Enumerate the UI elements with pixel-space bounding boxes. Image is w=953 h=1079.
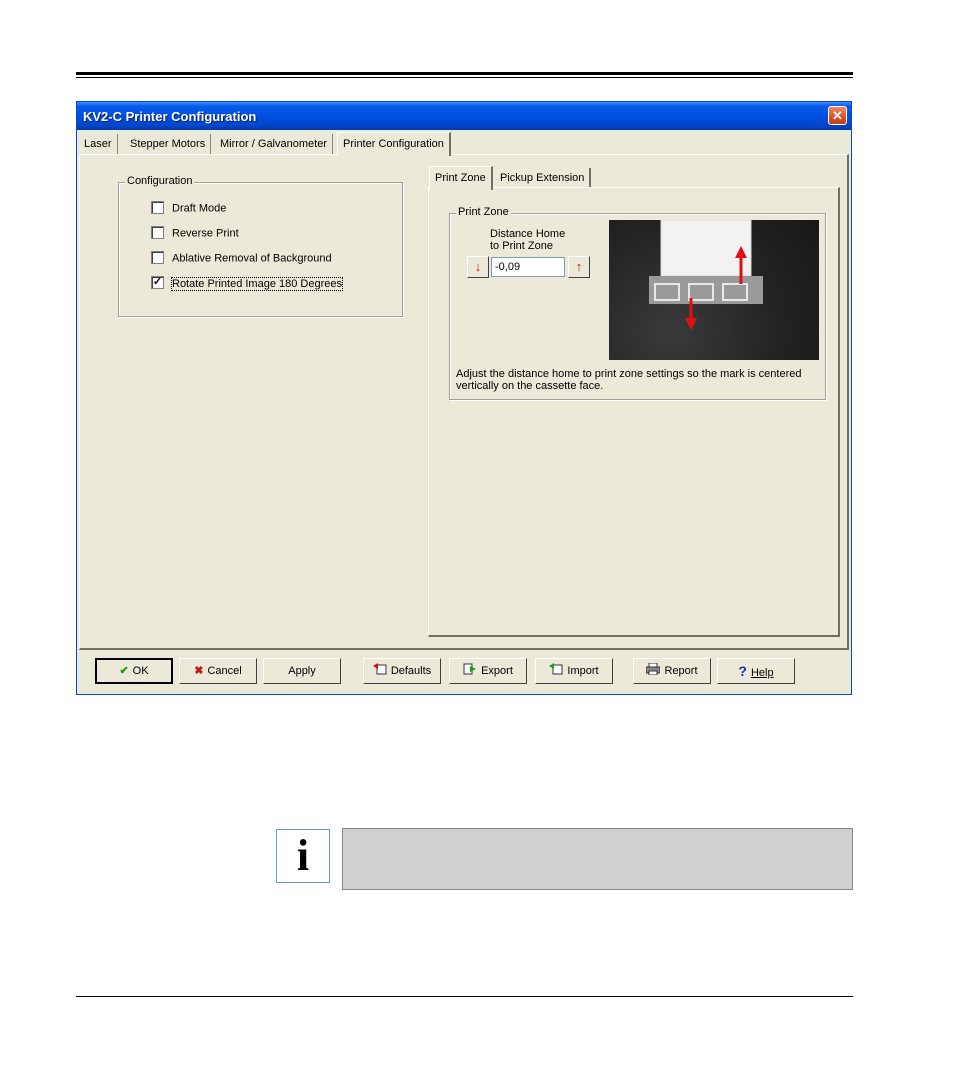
- checkbox-box[interactable]: [151, 201, 164, 214]
- help-text-line1: Adjust the distance home to print zone settings so the mark is centered: [456, 368, 802, 380]
- checkbox-label: Rotate Printed Image 180 Degrees: [172, 277, 342, 290]
- print-zone-legend: Print Zone: [458, 206, 509, 218]
- tab-pickup-extension[interactable]: Pickup Extension: [495, 168, 591, 188]
- cancel-label: Cancel: [207, 665, 242, 677]
- defaults-button[interactable]: [363, 658, 441, 684]
- export-icon: [463, 659, 477, 683]
- title-bar[interactable]: [77, 102, 851, 130]
- distance-input[interactable]: [491, 257, 565, 277]
- decrease-distance-button[interactable]: [467, 256, 489, 278]
- tab-printer-configuration[interactable]: Printer Configuration: [337, 132, 451, 156]
- report-label: Report: [664, 665, 698, 677]
- window-title: KV2-C Printer Configuration: [83, 109, 257, 124]
- distance-label-line1: Distance Home: [490, 228, 566, 240]
- top-rule-thin: [76, 77, 853, 78]
- export-label: Export: [481, 665, 513, 677]
- checkbox-label: Draft Mode: [172, 202, 227, 215]
- increase-distance-button[interactable]: [568, 256, 590, 278]
- info-icon: i: [276, 829, 330, 883]
- checkmark-icon: ✔: [119, 665, 129, 677]
- tab-laser[interactable]: Laser: [79, 134, 118, 154]
- defaults-label: Defaults: [390, 665, 432, 677]
- checkbox-box[interactable]: [151, 251, 164, 264]
- print-zone-help: [456, 368, 821, 392]
- x-icon: ✖: [194, 665, 204, 677]
- apply-button[interactable]: [263, 658, 341, 684]
- cassette-image-icon: [609, 220, 819, 360]
- import-icon: [549, 659, 563, 683]
- export-button[interactable]: [449, 658, 527, 684]
- help-text-line2: vertically on the cassette face.: [456, 380, 604, 392]
- configuration-group: [118, 175, 403, 317]
- button-bar: [77, 652, 851, 692]
- ok-label: OK: [132, 665, 149, 677]
- cassette-photo: [609, 220, 819, 360]
- arrow-up-icon: ↑: [575, 259, 583, 274]
- tab-print-zone[interactable]: Print Zone: [429, 166, 493, 190]
- printer-config-window: [76, 101, 852, 695]
- help-label: Help: [750, 667, 774, 679]
- distance-label-line2: to Print Zone: [490, 240, 553, 252]
- checkbox-label: Reverse Print: [172, 227, 239, 240]
- close-button[interactable]: [828, 106, 847, 125]
- rotate-image-checkbox[interactable]: [151, 277, 342, 293]
- checkbox-label: Ablative Removal of Background: [172, 252, 332, 265]
- configuration-legend: Configuration: [127, 175, 193, 187]
- checkbox-box[interactable]: [151, 226, 164, 239]
- cancel-button[interactable]: [179, 658, 257, 684]
- help-button[interactable]: [717, 658, 795, 684]
- checkbox-box[interactable]: ✓: [152, 276, 163, 288]
- report-button[interactable]: [633, 658, 711, 684]
- distance-label: [490, 228, 565, 252]
- ok-button[interactable]: [95, 658, 173, 684]
- tab-mirror-galvanometer[interactable]: Mirror / Galvanometer: [215, 134, 333, 154]
- defaults-icon: [373, 659, 387, 683]
- apply-label: Apply: [288, 665, 316, 677]
- note-box: [342, 828, 853, 890]
- reverse-print-checkbox[interactable]: [151, 227, 239, 243]
- top-rule: [76, 72, 853, 75]
- import-button[interactable]: [535, 658, 613, 684]
- import-label: Import: [567, 665, 599, 677]
- draft-mode-checkbox[interactable]: [151, 202, 226, 218]
- tab-stepper-motors[interactable]: Stepper Motors: [125, 134, 211, 154]
- close-icon: ✕: [832, 108, 843, 123]
- arrow-down-icon: ↓: [474, 259, 482, 274]
- question-icon: ?: [738, 663, 747, 679]
- printer-icon: [646, 659, 660, 683]
- bottom-rule: [76, 996, 853, 997]
- ablative-removal-checkbox[interactable]: [151, 252, 332, 268]
